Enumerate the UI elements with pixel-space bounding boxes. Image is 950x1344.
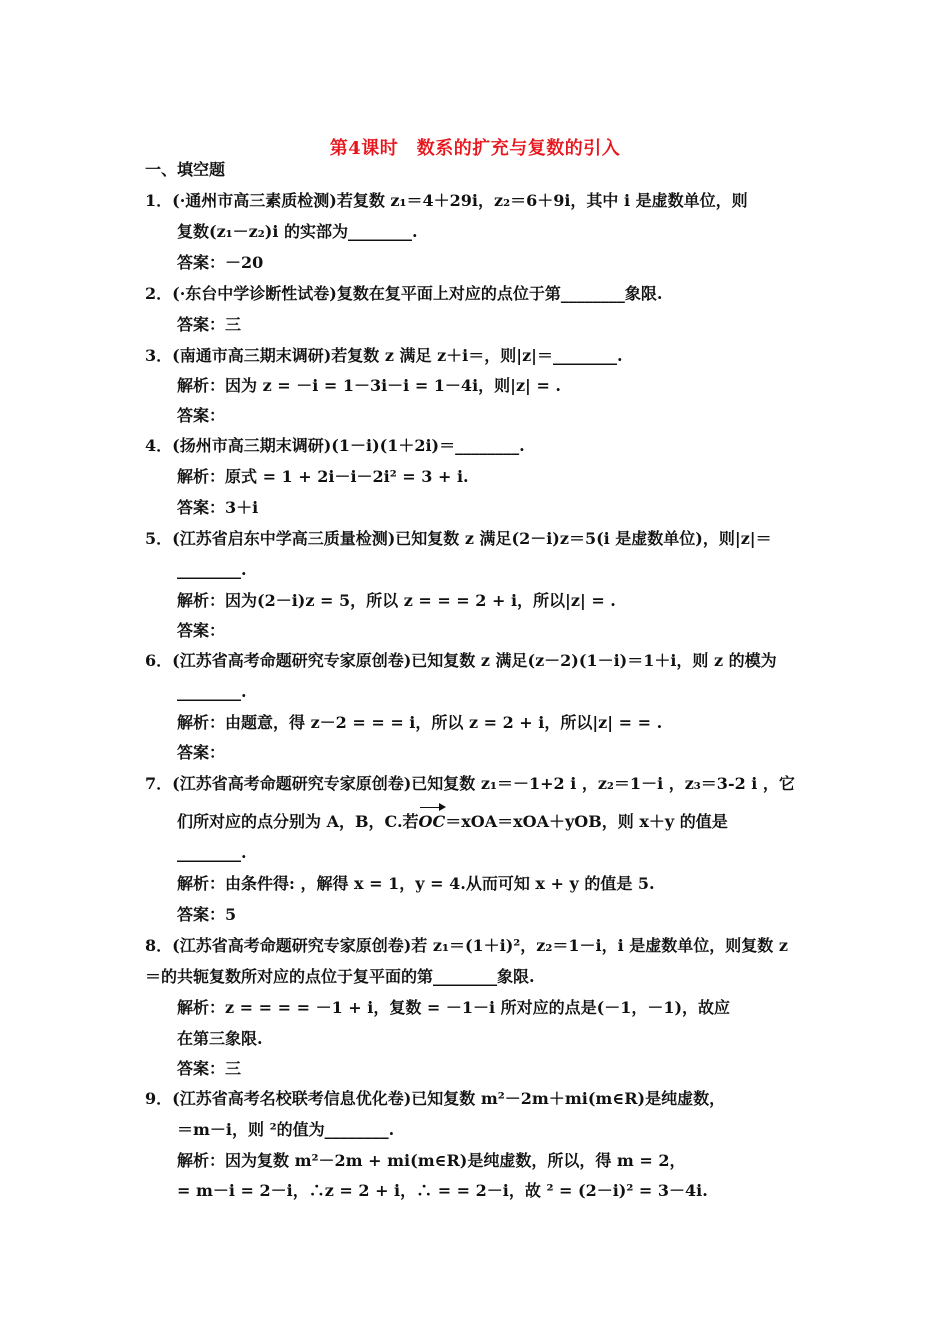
line-text: 解析：z = = = = －1 + i，复数 = －1－i 所对应的点是(－1，－1)，故应 — [177, 998, 731, 1017]
text-line — [177, 905, 236, 925]
line-text: (·通州市高三素质检测)若复数 z₁＝4＋29i，z₂＝6＋9i，其中 i 是虚数单位，则 — [172, 191, 748, 210]
question-line — [145, 774, 795, 794]
line-text: (江苏省启东中学高三质量检测)已知复数 z 满足(2－i)z＝5(i 是虚数单位)，则|z|＝ — [172, 529, 772, 548]
question-line — [145, 529, 772, 549]
line-text: 答案： — [177, 621, 226, 640]
question-line — [145, 1089, 725, 1109]
text-line — [177, 1120, 394, 1140]
text-line — [177, 222, 418, 242]
question-line — [145, 936, 788, 956]
text-line — [177, 713, 662, 733]
question-line — [145, 651, 777, 671]
question-number: 1． — [145, 191, 173, 210]
text-line — [177, 560, 247, 580]
line-text: 解析：由条件得: ，解得 x = 1，y = 4.从而可知 x + y 的值是 5. — [177, 874, 655, 893]
line-text: (南通市高三期末调研)若复数 z 满足 z＋i＝，则|z|＝________. — [172, 346, 623, 365]
line-text: 解析：由题意，得 z－2 = = = i，所以 z = 2 + i，所以|z| = = . — [177, 713, 663, 732]
line-text: ＝m－i，则 ²的值为________. — [177, 1120, 395, 1139]
text-line — [177, 498, 258, 518]
line-text: 解析：因为复数 m²－2m + mi(m∈R)是纯虚数，所以，得 m = 2， — [177, 1151, 686, 1170]
text-line — [177, 1059, 241, 1079]
text-line — [177, 812, 728, 832]
question-line — [145, 436, 525, 456]
text-line — [177, 682, 247, 702]
text-line — [177, 621, 225, 641]
section-heading-text: 一、填空题 — [145, 160, 226, 179]
line-text: 解析：原式 = 1 + 2i－i－2i² = 3 + i. — [177, 467, 469, 486]
text-line — [177, 467, 469, 487]
line-text-tail: ＝xOA＝xOA＋yOB，则 x＋y 的值是 — [445, 812, 728, 831]
line-text: 答案：三 — [177, 315, 242, 334]
line-text: (·东台中学诊断性试卷)复数在复平面上对应的点位于第________象限. — [172, 284, 663, 303]
text-line — [177, 1029, 263, 1049]
text-line — [177, 998, 730, 1018]
line-text: = m－i = 2－i，∴z = 2 + i，∴ = = 2－i，故 ² = (2－i)² = 3－4i. — [177, 1181, 708, 1200]
text-line — [177, 1181, 708, 1201]
question-number: 4． — [145, 436, 173, 455]
text-line — [177, 406, 225, 426]
text-line — [145, 967, 535, 987]
vector-oc: OC — [418, 812, 446, 831]
line-text: 答案：－20 — [177, 253, 264, 272]
question-number: 5． — [145, 529, 173, 548]
question-number: 9． — [145, 1089, 173, 1108]
line-text: 们所对应的点分别为 A，B，C.若 — [177, 812, 419, 831]
question-number: 6． — [145, 651, 173, 670]
line-text: 答案： — [177, 743, 226, 762]
line-text: 解析：因为 z = －i = 1－3i－i = 1－4i，则|z| = . — [177, 376, 561, 395]
line-text: (江苏省高考命题研究专家原创卷)若 z₁＝(1＋i)²，z₂＝1－i，i 是虚数单位，则复数 z — [172, 936, 788, 955]
line-text: (江苏省高考命题研究专家原创卷)已知复数 z₁＝－1+2 i ，z₂＝1－i ，z₃＝3-2 i ，它 — [172, 774, 795, 793]
line-text: ________. — [177, 560, 247, 579]
line-text: (江苏省高考名校联考信息优化卷)已知复数 m²－2m＋mi(m∈R)是纯虚数， — [172, 1089, 726, 1108]
line-text: 复数(z₁－z₂)i 的实部为________. — [177, 222, 418, 241]
line-text: 答案：三 — [177, 1059, 242, 1078]
text-line — [177, 253, 263, 273]
line-text: 在第三象限. — [177, 1029, 263, 1048]
question-number: 2． — [145, 284, 173, 303]
text-line — [177, 843, 247, 863]
question-number: 3． — [145, 346, 173, 365]
section-heading — [145, 160, 225, 180]
page-title: 第4课时 数系的扩充与复数的引入 — [329, 138, 621, 159]
text-line — [177, 376, 561, 396]
text-line — [177, 1151, 686, 1171]
question-line — [145, 191, 748, 211]
line-text: ________. — [177, 682, 247, 701]
line-text: (江苏省高考命题研究专家原创卷)已知复数 z 满足(z－2)(1－i)＝1＋i，则 z 的模为 — [172, 651, 777, 670]
text-line — [177, 874, 655, 894]
question-line — [145, 284, 662, 304]
question-line — [145, 346, 623, 366]
question-number: 7． — [145, 774, 173, 793]
line-text: 答案：5 — [177, 905, 237, 924]
text-line — [177, 743, 225, 763]
line-text: ________. — [177, 843, 247, 862]
line-text: 答案： — [177, 406, 226, 425]
line-text: (扬州市高三期末调研)(1－i)(1＋2i)＝________. — [172, 436, 525, 455]
question-number: 8． — [145, 936, 173, 955]
line-text: ＝的共轭复数所对应的点位于复平面的第________象限. — [145, 967, 535, 986]
text-line — [177, 315, 241, 335]
line-text: 答案：3＋i — [177, 498, 259, 517]
text-line — [177, 591, 616, 611]
line-text: 解析：因为(2－i)z = 5，所以 z = = = 2 + i，所以|z| = . — [177, 591, 616, 610]
